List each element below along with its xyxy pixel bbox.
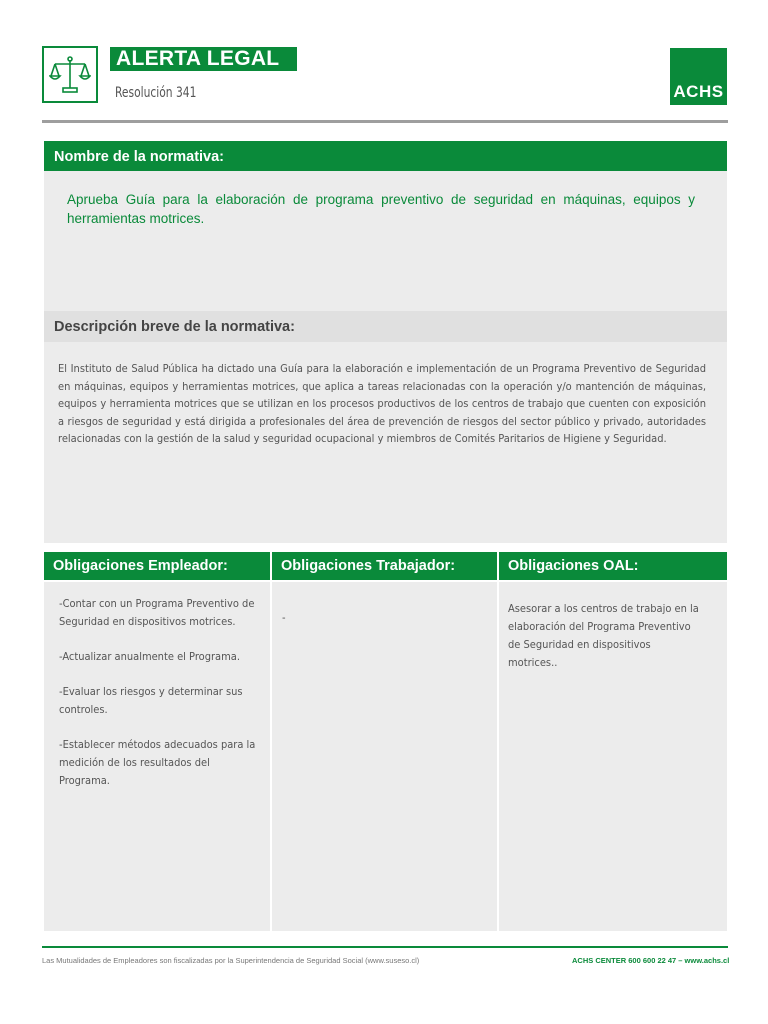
normativa-heading: Nombre de la normativa: xyxy=(44,141,727,171)
obligaciones-oal-heading: Obligaciones OAL: xyxy=(499,552,727,580)
brand-label: ACHS xyxy=(673,82,724,101)
obligaciones-oal-body xyxy=(499,582,727,931)
achs-logo xyxy=(670,48,727,105)
descripcion-heading: Descripción breve de la normativa: xyxy=(44,311,727,342)
list-item: -Actualizar anualmente el Programa. xyxy=(59,650,240,663)
list-item: -Contar con un Programa Preventivo de Seguridad en dispositivos motrices. xyxy=(59,597,255,628)
header-divider xyxy=(42,120,728,123)
obligaciones-trabajador-heading: Obligaciones Trabajador: xyxy=(272,552,497,580)
footer-divider xyxy=(42,946,728,948)
oal-text: Asesorar a los centros de trabajo en la elaboración del Programa Preventivo de Seguridad en dispositivos motrices.. xyxy=(508,602,699,669)
footer-contact: ACHS CENTER 600 600 22 47 – www.achs.cl xyxy=(572,956,730,965)
footer-disclaimer: Las Mutualidades de Empleadores son fiscalizadas por la Superintendencia de Seguridad Social (www.suseso.cl) xyxy=(42,956,420,965)
obligaciones-empleador-body xyxy=(44,582,270,931)
empleador-list xyxy=(59,595,259,807)
logo-box xyxy=(42,46,98,103)
alert-title: ALERTA LEGAL xyxy=(110,47,297,71)
list-item: -Establecer métodos adecuados para la medición de los resultados del Programa. xyxy=(59,738,256,787)
descripcion-text: El Instituto de Salud Pública ha dictado una Guía para la elaboración e implementación de un Programa Preventivo de Seguridad en máquinas, equipos y herramientas motrices, que aplica a tareas relacionadas con la operación y/o mantención de máquinas, equipos y herramienta motrices que se utilizan en los procesos productivos de los centros de trabajo que cuenten con exposición a riesgos de seguridad y está dirigida a profesionales del área de prevención de riesgos del sector público y privado, autoridades relacionadas con la gestión de la salud y seguridad ocupacional y miembros de Comités Paritarios de Higiene y Seguridad. xyxy=(58,362,706,445)
list-item: -Evaluar los riesgos y determinar sus controles. xyxy=(59,685,243,716)
trabajador-text: - xyxy=(282,611,286,624)
obligaciones-trabajador-body xyxy=(272,582,497,931)
scales-of-justice-icon xyxy=(49,54,91,96)
obligaciones-empleador-heading: Obligaciones Empleador: xyxy=(44,552,270,580)
resolution-subtitle: Resolución 341 xyxy=(115,85,197,101)
normativa-name: Aprueba Guía para la elaboración de programa preventivo de seguridad en máquinas, equipos y herramientas motrices. xyxy=(67,192,695,226)
